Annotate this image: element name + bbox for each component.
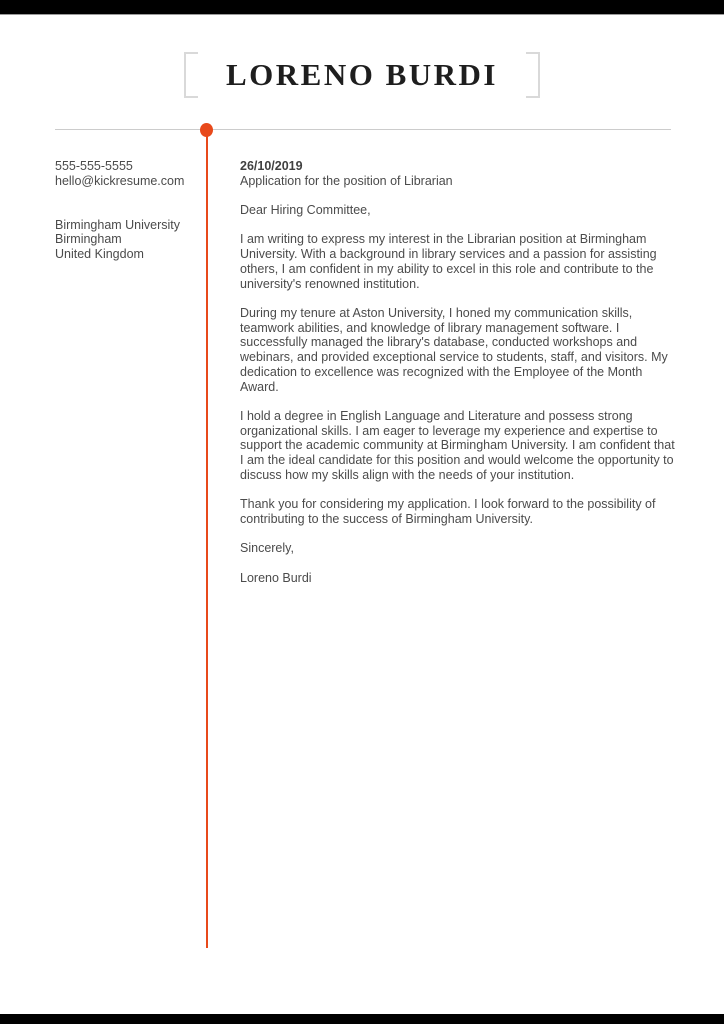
address-line-city: Birmingham: [55, 232, 122, 247]
paragraph-experience: During my tenure at Aston University, I honed my communication skills, teamwork abilities, and knowledge of library management software. I successfully managed the library's database, conducted workshops and webinars, and provided exceptional service to students, staff, and visitors. My dedication to excellence was recognized with the Employee of the Month Award.: [240, 305, 668, 394]
paragraph-thanks: Thank you for considering my application. I look forward to the possibility of contributing to the success of Birmingham University.: [240, 497, 656, 526]
paragraph-intro: I am writing to express my interest in the Librarian position at Birmingham University. With a background in library services and a passion for assisting others, I am confident in my ability to excel in this role and contribute to the university's renowned institution.: [240, 232, 657, 291]
right-bracket-decoration: [524, 52, 540, 98]
address-block: [55, 218, 195, 262]
paragraph-qualifications: I hold a degree in English Language and Literature and possess strong organizational skills. I am eager to leverage my experience and expertise to support the academic community at Birmingham University. I am confident that I am the ideal candidate for this position and would welcome the opportunity to discuss how my skills align with the needs of your institution.: [240, 408, 675, 482]
letter-head-block: [240, 159, 678, 188]
contact-block: [55, 159, 195, 189]
horizontal-divider: [55, 129, 671, 130]
letter-body: [240, 159, 678, 600]
contact-sidebar: [55, 159, 195, 291]
top-black-bar: [0, 0, 724, 15]
letter-date: 26/10/2019: [240, 159, 303, 173]
bottom-black-bar: [0, 1014, 724, 1024]
signature-name: Loreno Burdi: [240, 570, 312, 585]
salutation: Dear Hiring Committee,: [240, 203, 371, 218]
email-address: hello@kickresume.com: [55, 173, 185, 188]
left-bracket-decoration: [184, 52, 200, 98]
vertical-timeline-line: [206, 130, 208, 948]
closing: Sincerely,: [240, 541, 294, 556]
address-line-country: United Kingdom: [55, 247, 144, 262]
address-line-organization: Birmingham University: [55, 217, 181, 232]
letter-subject: Application for the position of Librarian: [240, 173, 453, 188]
candidate-name-title: LORENO BURDI: [225, 57, 498, 92]
header: [0, 52, 724, 98]
phone-number: 555-555-5555: [55, 159, 133, 173]
